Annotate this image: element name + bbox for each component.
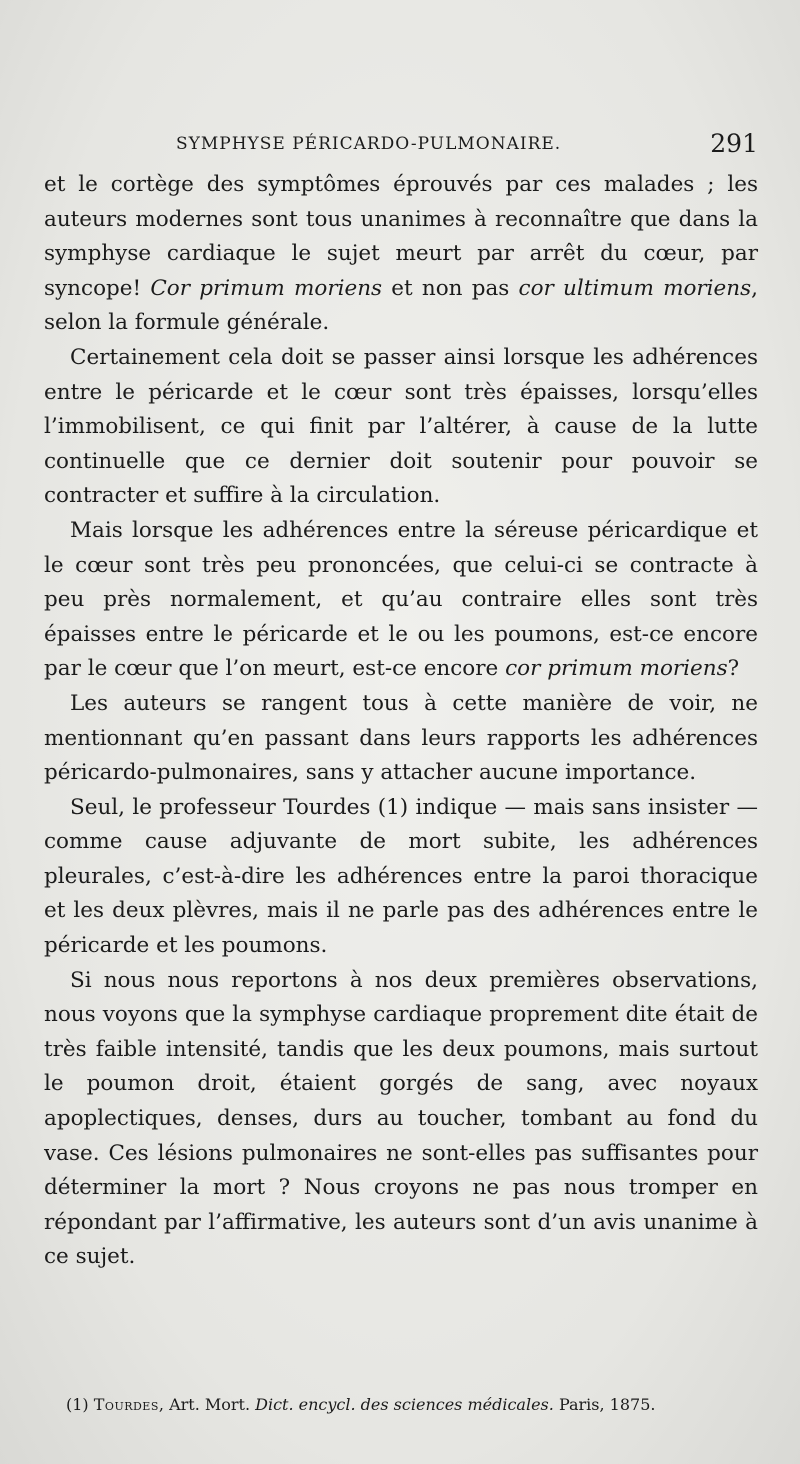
text-run: et le cortège des symptômes éprouvés par ces malades ; les auteurs modernes sont tous unanimes à reconnaître que dans la symphyse cardiaque le sujet meurt par arrêt du cœur, par syncope! [44,172,758,301]
body-text [44,168,758,1275]
paragraph-5: Seul, le professeur Tourdes (1) indique — mais sans insister — comme cause adjuvante de mort subite, les adhérences pleurales, c’est-à-dire les adhérences entre la paroi thoracique et les deux plèvres, mais il ne parle pas des adhérences entre le péricarde et les poumons. [44,794,758,959]
paragraph-1 [44,168,758,341]
running-head [44,128,758,160]
paragraph-2: Certainement cela doit se passer ainsi lorsque les adhérences entre le péricarde et le cœur sont très épaisses, lorsqu’elles l’immobilisent, ce qui finit par l’altérer, à cause de la lutte continuelle que ce dernier doit soutenir pour pouvoir se contracter et suffire à la circulation. [44,344,758,509]
paragraph-6: Si nous nous reportons à nos deux premières observations, nous voyons que la symphyse cardiaque proprement dite était de très faible intensité, tandis que les deux poumons, mais surtout le poumon droit, étaient gorgés de sang, avec noyaux apoplectiques, denses, durs au toucher, tombant au fond du vase. Ces lésions pulmonaires ne sont-elles pas suffisantes pour déterminer la mort ? Nous croyons ne pas nous tromper en répondant par l’affirmative, les auteurs sont d’un avis unanime à ce sujet. [44,967,758,1270]
latin-phrase: cor ultimum moriens [518,275,752,301]
footnote-marker: (1) [66,1395,94,1414]
paragraph-3 [44,514,758,687]
text-run: , selon la formule générale. [44,275,759,336]
text-run: et non pas [382,275,519,301]
footnote-text: , Art. Mort. [158,1395,256,1414]
page-number: 291 [710,129,758,158]
footnote-text: Paris, 1875. [553,1395,656,1414]
text-run: Mais lorsque les adhérences entre la séreuse péricardique et le cœur sont très peu prononcées, que celui-ci se contracte à peu près normalement, et qu’au contraire elles sont très épaisses entre le péricarde et le ou les poumons, est-ce encore par le cœur que l’on meurt, est-ce encore [44,517,758,682]
footnote-author: Tourdes [93,1395,159,1414]
running-title: SYMPHYSE PÉRICARDO-PULMONAIRE. [176,134,562,154]
latin-phrase: Cor primum moriens [150,275,383,301]
paragraph-4: Les auteurs se rangent tous à cette manière de voir, ne mentionnant qu’en passant dans leurs rapports les adhérences péricardo-pulmonaires, sans y attacher aucune importance. [44,690,758,786]
text-run: ? [727,656,740,682]
footnote [66,1392,756,1418]
latin-phrase: cor primum moriens [505,656,728,682]
footnote-source: Dict. encycl. des sciences médicales. [255,1395,554,1414]
